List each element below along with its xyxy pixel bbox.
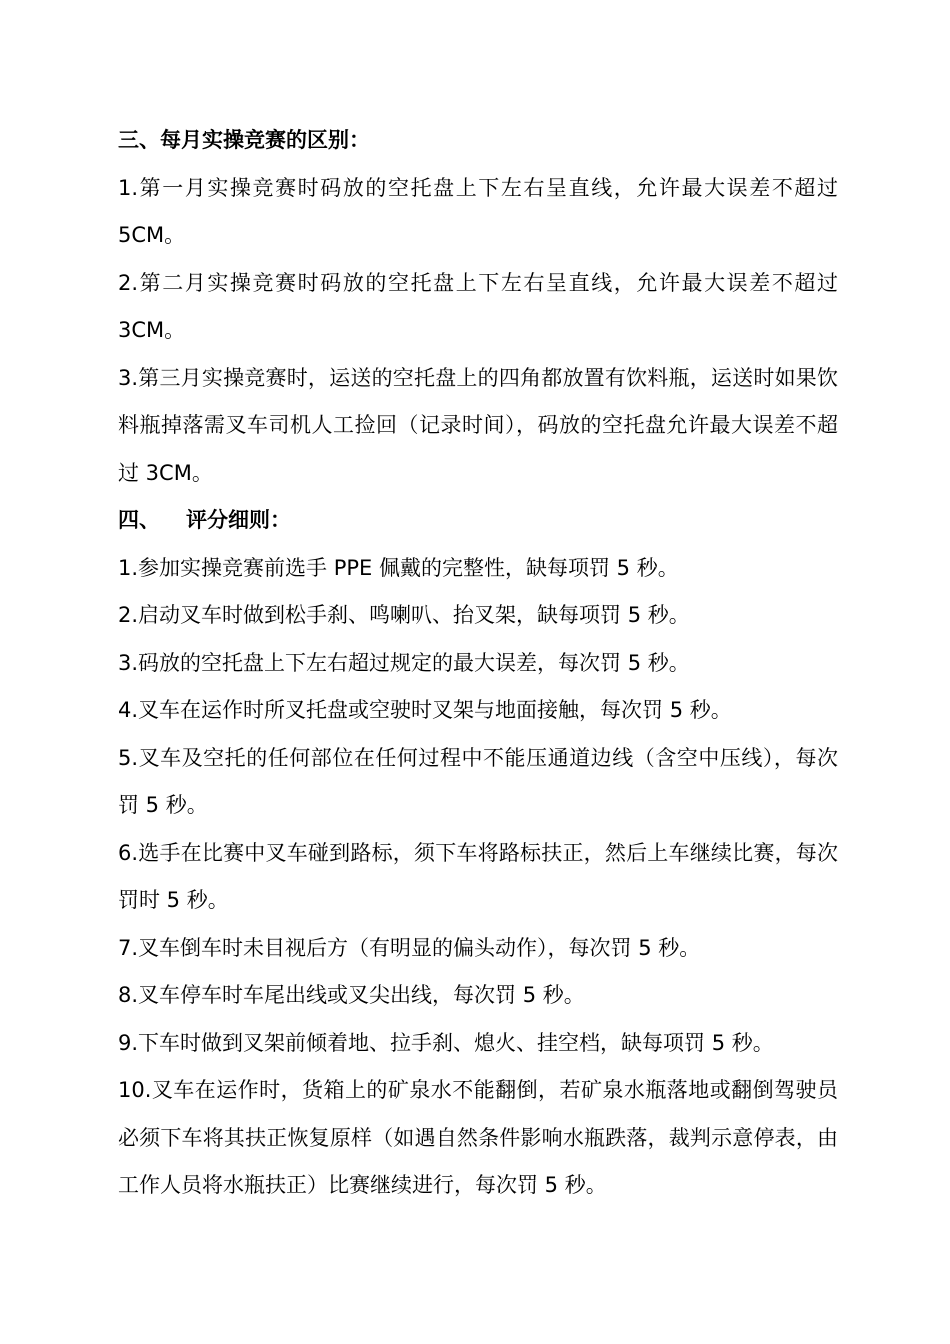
section-heading-competition-differences: 三、每月实操竞赛的区别： xyxy=(118,128,370,152)
list-item: 9.下车时做到叉架前倾着地、拉手刹、熄火、挂空档，缺每项罚 5 秒。 xyxy=(118,1030,774,1055)
list-item: 7.叉车倒车时未目视后方（有明显的偏头动作），每次罚 5 秒。 xyxy=(118,935,701,960)
list-item: 2.启动叉车时做到松手刹、鸣喇叭、抬叉架，缺每项罚 5 秒。 xyxy=(118,603,690,627)
list-item: 4.叉车在运作时所叉托盘或空驶时叉架与地面接触，每次罚 5 秒。 xyxy=(118,698,732,722)
list-item: 8.叉车停车时车尾出线或叉尖出线，每次罚 5 秒。 xyxy=(118,983,585,1007)
list-item: 3.第三月实操竞赛时，运送的空托盘上的四角都放置有饮料瓶，运送时如果饮料瓶掉落需叉车司机人工捡回（记录时间），码放的空托盘允许最大误差不超过 3CM。 xyxy=(118,365,838,485)
document-body xyxy=(118,117,838,1210)
section-heading-scoring-rules xyxy=(118,497,838,545)
list-item: 1.第一月实操竞赛时码放的空托盘上下左右呈直线，允许最大误差不超过5CM。 xyxy=(118,175,838,247)
section-heading-number: 四、 xyxy=(118,508,160,532)
list-item: 2.第二月实操竞赛时码放的空托盘上下左右呈直线，允许最大误差不超过3CM。 xyxy=(118,270,838,342)
list-item: 3.码放的空托盘上下左右超过规定的最大误差，每次罚 5 秒。 xyxy=(118,650,690,675)
list-item: 6.选手在比赛中叉车碰到路标，须下车将路标扶正，然后上车继续比赛，每次罚时 5 秒。 xyxy=(118,840,838,912)
list-item: 1.参加实操竞赛前选手 PPE 佩戴的完整性，缺每项罚 5 秒。 xyxy=(118,555,679,580)
list-item: 10.叉车在运作时，货箱上的矿泉水不能翻倒，若矿泉水瓶落地或翻倒驾驶员必须下车将其扶正恢复原样（如遇自然条件影响水瓶跌落，裁判示意停表，由工作人员将水瓶扶正）比赛继续进行，每次罚 5 秒。 xyxy=(118,1078,838,1197)
list-item: 5.叉车及空托的任何部位在任何过程中不能压通道边线（含空中压线），每次罚 5 秒。 xyxy=(118,745,838,817)
section-heading-text: 评分细则： xyxy=(186,508,291,532)
